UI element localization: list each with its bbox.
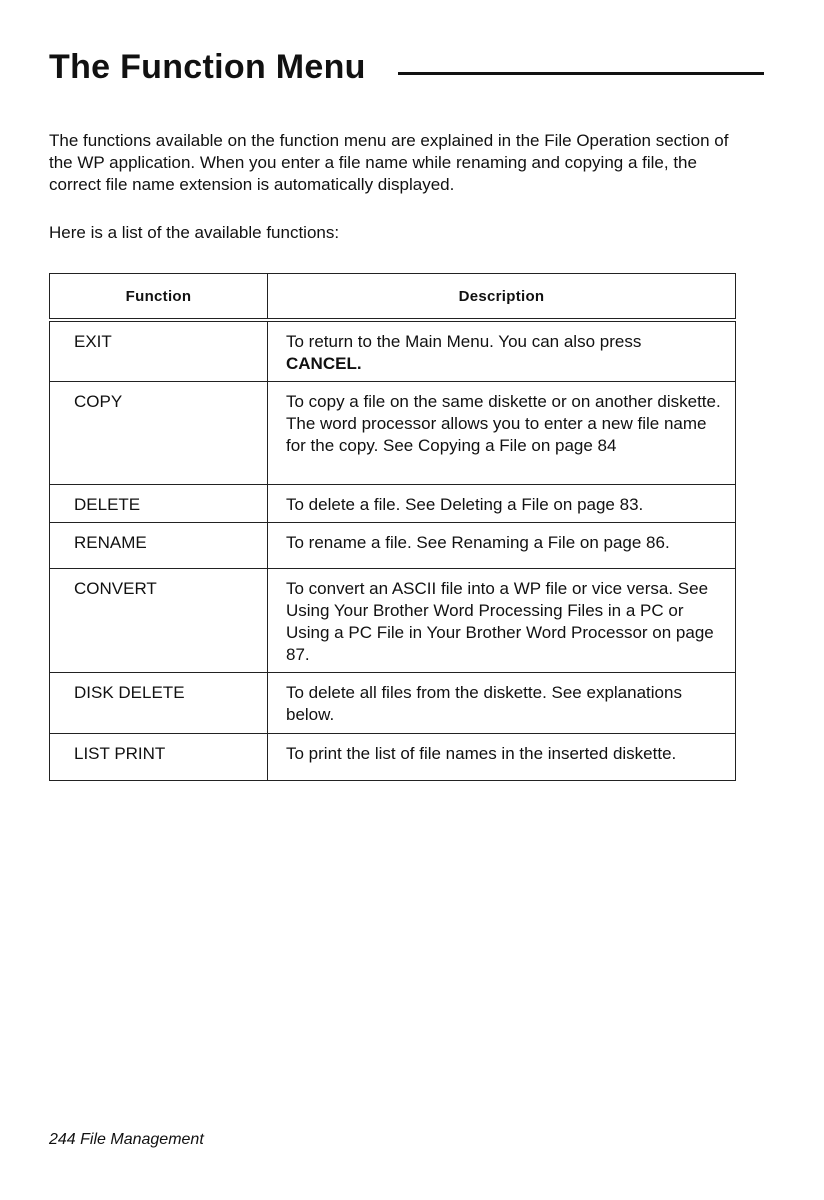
description-cell: To delete all files from the diskette. See explanations below. xyxy=(268,673,736,734)
description-cell xyxy=(268,320,736,382)
table-row xyxy=(50,320,736,382)
table-row xyxy=(50,523,736,569)
page-title: The Function Menu xyxy=(49,48,366,86)
function-cell: CONVERT xyxy=(50,569,268,673)
function-cell: EXIT xyxy=(50,320,268,382)
table-row xyxy=(50,734,736,781)
description-cell: To convert an ASCII file into a WP file or vice versa. See Using Your Brother Word Processing Files in a PC or Using a PC File in Your Brother Word Processor on page 87. xyxy=(268,569,736,673)
table-row xyxy=(50,485,736,523)
intro-paragraph: The functions available on the function menu are explained in the File Operation section of the WP application. When you enter a file name while renaming and copying a file, the correct file name extension is automatically displayed. xyxy=(49,131,729,194)
table-header-row xyxy=(50,274,736,321)
function-cell: RENAME xyxy=(50,523,268,569)
table-row xyxy=(50,569,736,673)
table-row xyxy=(50,382,736,485)
description-text: To return to the Main Menu. You can also press xyxy=(286,332,642,351)
function-cell: LIST PRINT xyxy=(50,734,268,781)
description-cell: To copy a file on the same diskette or on another diskette. The word processor allows you to enter a new file name for the copy. See Copying a File on page 84 xyxy=(268,382,736,485)
description-cell: To rename a file. See Renaming a File on page 86. xyxy=(268,523,736,569)
list-intro: Here is a list of the available functions: xyxy=(49,223,340,242)
page-footer: 244 File Management xyxy=(49,1131,204,1148)
title-rule xyxy=(398,72,764,75)
table-row xyxy=(50,673,736,734)
function-cell: DISK DELETE xyxy=(50,673,268,734)
function-cell: DELETE xyxy=(50,485,268,523)
functions-table xyxy=(49,273,736,781)
description-cell: To print the list of file names in the inserted diskette. xyxy=(268,734,736,781)
header-function: Function xyxy=(50,274,268,321)
header-description: Description xyxy=(268,274,736,321)
function-cell: COPY xyxy=(50,382,268,485)
description-cell: To delete a file. See Deleting a File on page 83. xyxy=(268,485,736,523)
description-bold: CANCEL. xyxy=(286,354,362,373)
